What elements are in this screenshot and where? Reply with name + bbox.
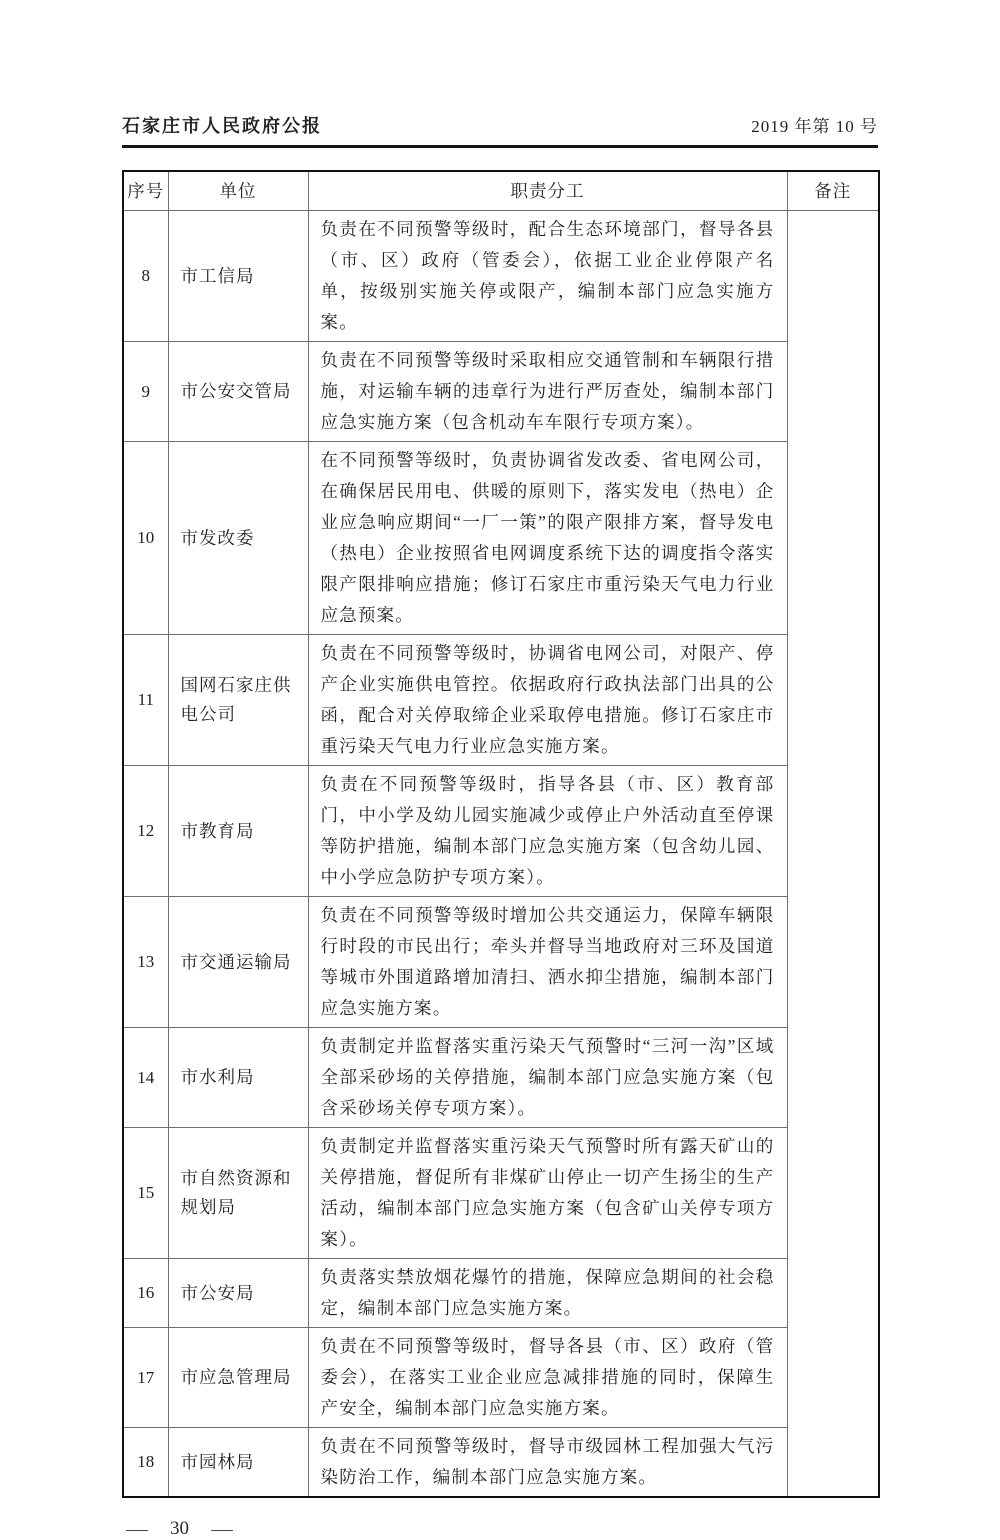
table-row <box>123 1428 879 1498</box>
table-row <box>123 1128 879 1259</box>
table-header-row <box>123 171 879 211</box>
duty-description: 负责落实禁放烟花爆竹的措施，保障应急期间的社会稳定，编制本部门应急实施方案。 <box>308 1259 787 1328</box>
unit-name: 市公安局 <box>168 1259 308 1328</box>
duty-description: 负责在不同预警等级时，督导市级园林工程加强大气污染防治工作，编制本部门应急实施方案。 <box>308 1428 787 1498</box>
unit-name: 市工信局 <box>168 211 308 342</box>
footer-dash-left: — <box>126 1518 148 1539</box>
remark-cell <box>787 211 879 1498</box>
row-serial-number: 17 <box>123 1328 168 1428</box>
duty-description: 负责制定并监督落实重污染天气预警时所有露天矿山的关停措施，督促所有非煤矿山停止一切产生扬尘的生产活动，编制本部门应急实施方案（包含矿山关停专项方案）。 <box>308 1128 787 1259</box>
row-serial-number: 11 <box>123 635 168 766</box>
footer-dash-right: — <box>211 1518 233 1539</box>
row-serial-number: 18 <box>123 1428 168 1498</box>
unit-name: 市自然资源和规划局 <box>168 1128 308 1259</box>
column-header-serial: 序号 <box>123 171 168 211</box>
row-serial-number: 8 <box>123 211 168 342</box>
column-header-duty: 职责分工 <box>308 171 787 211</box>
unit-name: 市应急管理局 <box>168 1328 308 1428</box>
responsibility-table <box>122 170 880 1499</box>
duty-description: 负责在不同预警等级时，配合生态环境部门，督导各县（市、区）政府（管委会），依据工业企业停限产名单，按级别实施关停或限产，编制本部门应急实施方案。 <box>308 211 787 342</box>
table-row <box>123 635 879 766</box>
row-serial-number: 12 <box>123 766 168 897</box>
page-number: 30 <box>170 1518 189 1539</box>
row-serial-number: 9 <box>123 342 168 442</box>
duty-description: 负责在不同预警等级时，协调省电网公司，对限产、停产企业实施供电管控。依据政府行政执法部门出具的公函，配合对关停取缔企业采取停电措施。修订石家庄市重污染天气电力行业应急实施方案。 <box>308 635 787 766</box>
duty-description: 在不同预警等级时，负责协调省发改委、省电网公司，在确保居民用电、供暖的原则下，落实发电（热电）企业应急响应期间“一厂一策”的限产限排方案，督导发电（热电）企业按照省电网调度系统下达的调度指令落实限产限排响应措施；修订石家庄市重污染天气电力行业应急预案。 <box>308 442 787 635</box>
table-row <box>123 211 879 342</box>
gazette-title: 石家庄市人民政府公报 <box>122 116 322 136</box>
duty-description: 负责在不同预警等级时采取相应交通管制和车辆限行措施，对运输车辆的违章行为进行严厉查处，编制本部门应急实施方案（包含机动车车限行专项方案）。 <box>308 342 787 442</box>
column-header-remark: 备注 <box>787 171 879 211</box>
table-row <box>123 1259 879 1328</box>
page-footer <box>128 1518 878 1540</box>
row-serial-number: 14 <box>123 1028 168 1128</box>
table-row <box>123 1028 879 1128</box>
table-row <box>123 766 879 897</box>
row-serial-number: 16 <box>123 1259 168 1328</box>
row-serial-number: 10 <box>123 442 168 635</box>
page-content <box>122 0 878 1540</box>
duty-description: 负责在不同预警等级时，督导各县（市、区）政府（管委会），在落实工业企业应急减排措施的同时，保障生产安全，编制本部门应急实施方案。 <box>308 1328 787 1428</box>
column-header-unit: 单位 <box>168 171 308 211</box>
table-row <box>123 442 879 635</box>
table-row <box>123 897 879 1028</box>
table-row <box>123 1328 879 1428</box>
duty-description: 负责在不同预警等级时，指导各县（市、区）教育部门，中小学及幼儿园实施减少或停止户外活动直至停课等防护措施，编制本部门应急实施方案（包含幼儿园、中小学应急防护专项方案）。 <box>308 766 787 897</box>
unit-name: 市水利局 <box>168 1028 308 1128</box>
unit-name: 市园林局 <box>168 1428 308 1498</box>
unit-name: 市交通运输局 <box>168 897 308 1028</box>
unit-name: 市发改委 <box>168 442 308 635</box>
row-serial-number: 15 <box>123 1128 168 1259</box>
header-rule <box>122 145 878 148</box>
duty-description: 负责制定并监督落实重污染天气预警时“三河一沟”区域全部采砂场的关停措施，编制本部门应急实施方案（包含采砂场关停专项方案）。 <box>308 1028 787 1128</box>
duty-description: 负责在不同预警等级时增加公共交通运力，保障车辆限行时段的市民出行；牵头并督导当地政府对三环及国道等城市外围道路增加清扫、洒水抑尘措施，编制本部门应急实施方案。 <box>308 897 787 1028</box>
unit-name: 国网石家庄供电公司 <box>168 635 308 766</box>
unit-name: 市教育局 <box>168 766 308 897</box>
table-row <box>123 342 879 442</box>
unit-name: 市公安交管局 <box>168 342 308 442</box>
issue-number: 2019 年第 10 号 <box>751 117 878 136</box>
page-header <box>122 112 878 138</box>
row-serial-number: 13 <box>123 897 168 1028</box>
